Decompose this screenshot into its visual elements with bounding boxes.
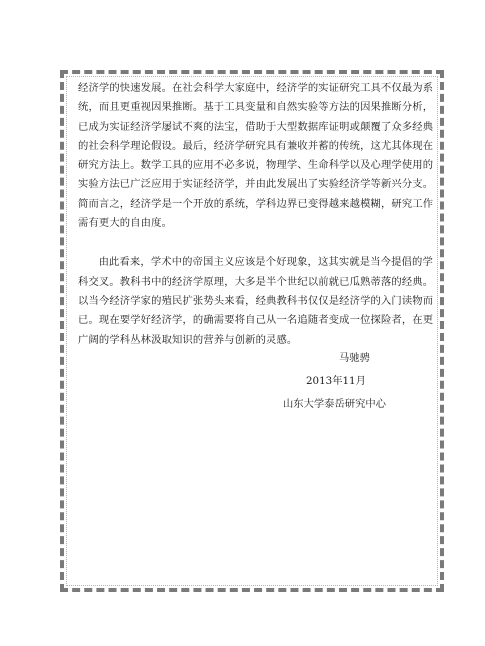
- text-line: 统，而且更重视因果推断。基于工具变量和自然实验等方法的因果推断分析，: [78, 101, 434, 114]
- text-line: 经济学的快速发展。在社会科学大家庭中，经济学的实证研究工具不仅最为系: [78, 82, 434, 94]
- paragraph-conclusion: [78, 253, 434, 349]
- text-line: 由此看来，学术中的帝国主义应该是个好现象，这其实就是当今提倡的学: [98, 256, 433, 269]
- signature-author: 马驰骋: [339, 352, 370, 364]
- signature-date: 2013年11月: [306, 375, 366, 387]
- text-line: 需有更大的自由度。: [78, 217, 173, 230]
- text-line: 实验方法已广泛应用于实证经济学，并由此发展出了实验经济学等新兴分支。: [78, 178, 434, 191]
- text-line: 科交叉。教科书中的经济学原理，大多是半个世纪以前就已瓜熟蒂落的经典。: [78, 275, 434, 288]
- paragraph-continued: [78, 79, 434, 233]
- text-line: 简而言之，经济学是一个开放的系统，学科边界已变得越来越模糊，研究工作: [78, 197, 434, 210]
- text-line: 以当今经济学家的殖民扩张势头来看，经典教科书仅仅是经济学的入门读物而: [78, 294, 434, 307]
- text-line: 已成为实证经济学屡试不爽的法宝，借助于大型数据库证明或颠覆了众多经典: [78, 120, 434, 133]
- text-line: 研究方法上。数学工具的应用不必多说，物理学、生命科学以及心理学使用的: [78, 159, 434, 172]
- document-body: [78, 79, 434, 350]
- text-line: 已。现在要学好经济学，的确需要将自己从一名追随者变成一位探险者，在更: [78, 314, 434, 327]
- signature-affiliation: 山东大学泰岳研究中心: [283, 398, 386, 410]
- text-line: 广阔的学科丛林汲取知识的营养与创新的灵感。: [78, 333, 298, 346]
- text-line: 的社会科学理论假设。最后，经济学研究具有兼收并蓄的传统，这尤其体现在: [78, 139, 434, 152]
